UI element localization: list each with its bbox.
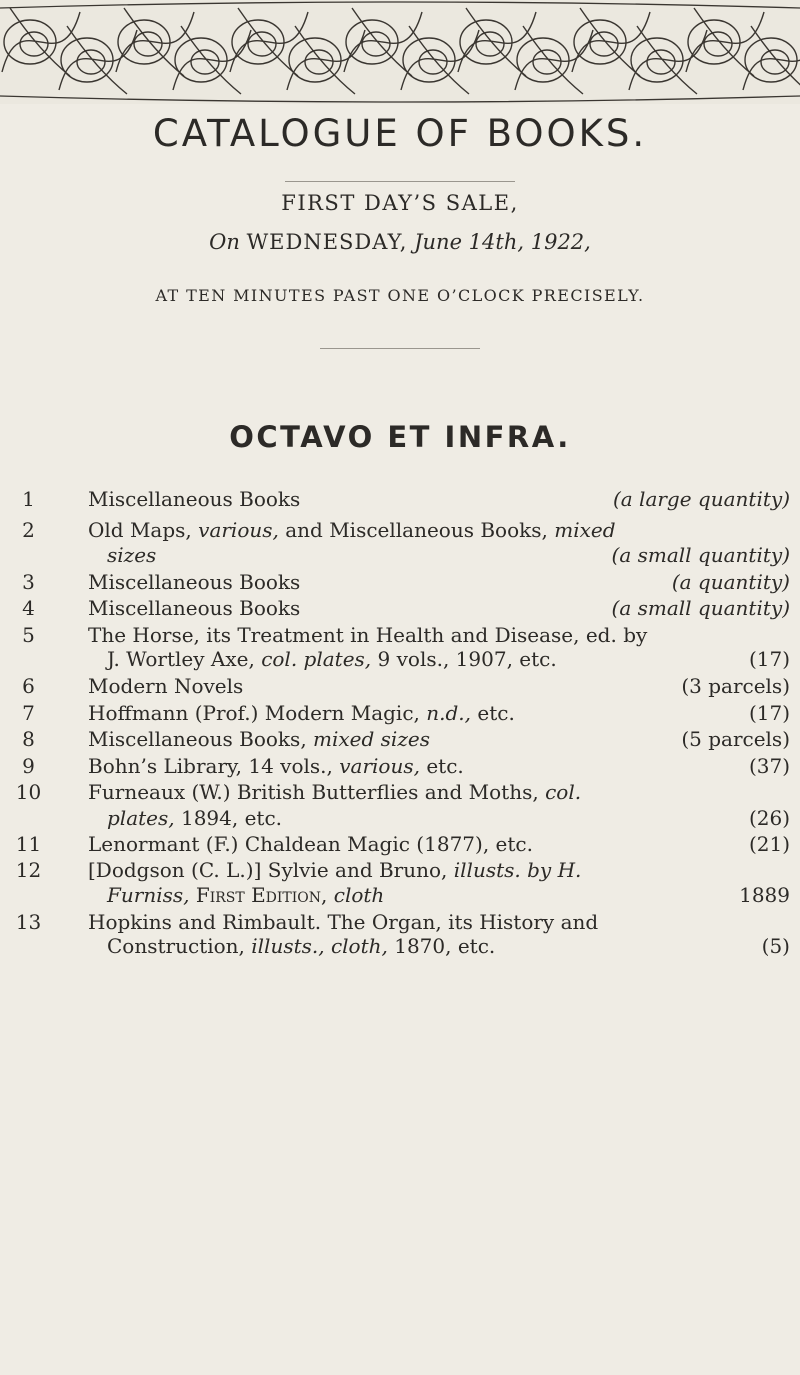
date-prefix: On (209, 230, 240, 254)
lot-quantity: (5) (761, 934, 790, 958)
lot-description: Furneaux (W.) British Butterflies and Moths, col. (88, 780, 582, 804)
scroll-stroke (686, 12, 764, 72)
lot-description-cont: Furniss, First Edition, cloth (107, 883, 385, 907)
scroll-inner-loop (761, 50, 789, 74)
scroll-stroke (629, 30, 707, 90)
lot-description: The Horse, its Treatment in Health and Disease, ed. by (88, 623, 648, 647)
scrollwork-ornament-icon (0, 0, 800, 104)
lot-number: 8 (22, 727, 35, 751)
lot-number: 11 (15, 832, 42, 856)
lot-quantity: (3 parcels) (681, 674, 790, 698)
lot-number: 4 (22, 596, 35, 620)
lot-quantity: (21) (748, 832, 790, 856)
lot-description: Modern Novels (88, 674, 244, 698)
scroll-inner-loop (362, 32, 390, 56)
scroll-inner-loop (20, 32, 48, 56)
lot-quantity: (17) (748, 701, 790, 725)
lot-description: Bohn’s Library, 14 vols., various, etc. (88, 754, 464, 778)
lot-quantity: (a small quantity) (611, 596, 790, 620)
lot-quantity: (26) (748, 806, 790, 830)
scroll-stroke (572, 12, 650, 72)
scroll-inner-loop (419, 50, 447, 74)
lot-description-cont: plates, 1894, etc. (107, 806, 283, 830)
lot-number: 9 (22, 754, 35, 778)
scroll-stroke (751, 26, 800, 94)
lot-number: 12 (15, 858, 42, 882)
ornamental-banner (0, 0, 800, 104)
scroll-stroke (230, 12, 308, 72)
scroll-inner-loop (191, 50, 219, 74)
lot-quantity: (a quantity) (671, 570, 790, 594)
scroll-inner-loop (590, 32, 618, 56)
section-heading: OCTAVO ET INFRA. (229, 420, 571, 454)
scroll-stroke (173, 30, 251, 90)
scroll-inner-loop (647, 50, 675, 74)
scroll-inner-loop (476, 32, 504, 56)
lot-quantity: (a small quantity) (611, 543, 790, 567)
divider (320, 348, 480, 349)
lot-number: 5 (22, 623, 35, 647)
lot-quantity: (37) (748, 754, 790, 778)
scroll-inner-loop (305, 50, 333, 74)
sale-time: AT TEN MINUTES PAST ONE O’CLOCK PRECISELY. (155, 286, 645, 305)
lot-number: 10 (15, 780, 42, 804)
lot-number: 13 (15, 910, 42, 934)
lot-year: 1889 (739, 883, 790, 907)
scroll-stroke (116, 12, 194, 72)
lot-number: 1 (22, 487, 35, 511)
catalogue-title: CATALOGUE OF BOOKS. (152, 112, 648, 155)
scroll-inner-loop (134, 32, 162, 56)
lot-description-cont: J. Wortley Axe, col. plates, 9 vols., 1907, etc. (107, 647, 557, 671)
lot-quantity: (5 parcels) (681, 727, 790, 751)
lot-description: Miscellaneous Books (88, 487, 301, 511)
scroll-stroke (515, 30, 593, 90)
lot-description: Lenormant (F.) Chaldean Magic (1877), etc. (88, 832, 533, 856)
date-weekday: WEDNESDAY, (246, 230, 408, 254)
scroll-stroke (2, 12, 80, 72)
lot-quantity: (a large quantity) (612, 487, 790, 511)
lot-description: [Dodgson (C. L.)] Sylvie and Bruno, illusts. by H. (88, 858, 582, 882)
scroll-stroke (458, 12, 536, 72)
lot-description: Hoffmann (Prof.) Modern Magic, n.d., etc. (88, 701, 515, 725)
lot-continuation (0, 931, 800, 963)
lot-description-cont: Construction, illusts., cloth, 1870, etc. (107, 934, 496, 958)
scroll-inner-loop (77, 50, 105, 74)
lot-description: Miscellaneous Books (88, 570, 301, 594)
lot-description: Miscellaneous Books, mixed sizes (88, 727, 430, 751)
lot-description-cont: sizes (107, 543, 157, 567)
lot-description: Hopkins and Rimbault. The Organ, its History and (88, 910, 599, 934)
scroll-inner-loop (533, 50, 561, 74)
lot-number: 3 (22, 570, 35, 594)
scroll-stroke (59, 30, 137, 90)
lot-description: Old Maps, various, and Miscellaneous Books, mixed (88, 518, 616, 542)
lot-number: 6 (22, 674, 35, 698)
lot-number: 7 (22, 701, 35, 725)
lot-entry (0, 484, 800, 516)
scroll-stroke (344, 12, 422, 72)
lot-description: Miscellaneous Books (88, 596, 301, 620)
lot-quantity: (17) (748, 647, 790, 671)
scroll-stroke (401, 30, 479, 90)
sale-day-heading: FIRST DAY’S SALE, (281, 191, 519, 215)
scroll-inner-loop (704, 32, 732, 56)
divider (285, 181, 515, 182)
lot-number: 2 (22, 518, 35, 542)
scroll-inner-loop (248, 32, 276, 56)
scroll-stroke (743, 30, 800, 90)
sale-date (0, 230, 800, 254)
scroll-stroke (287, 30, 365, 90)
date-rest: June 14th, 1922, (414, 230, 591, 254)
